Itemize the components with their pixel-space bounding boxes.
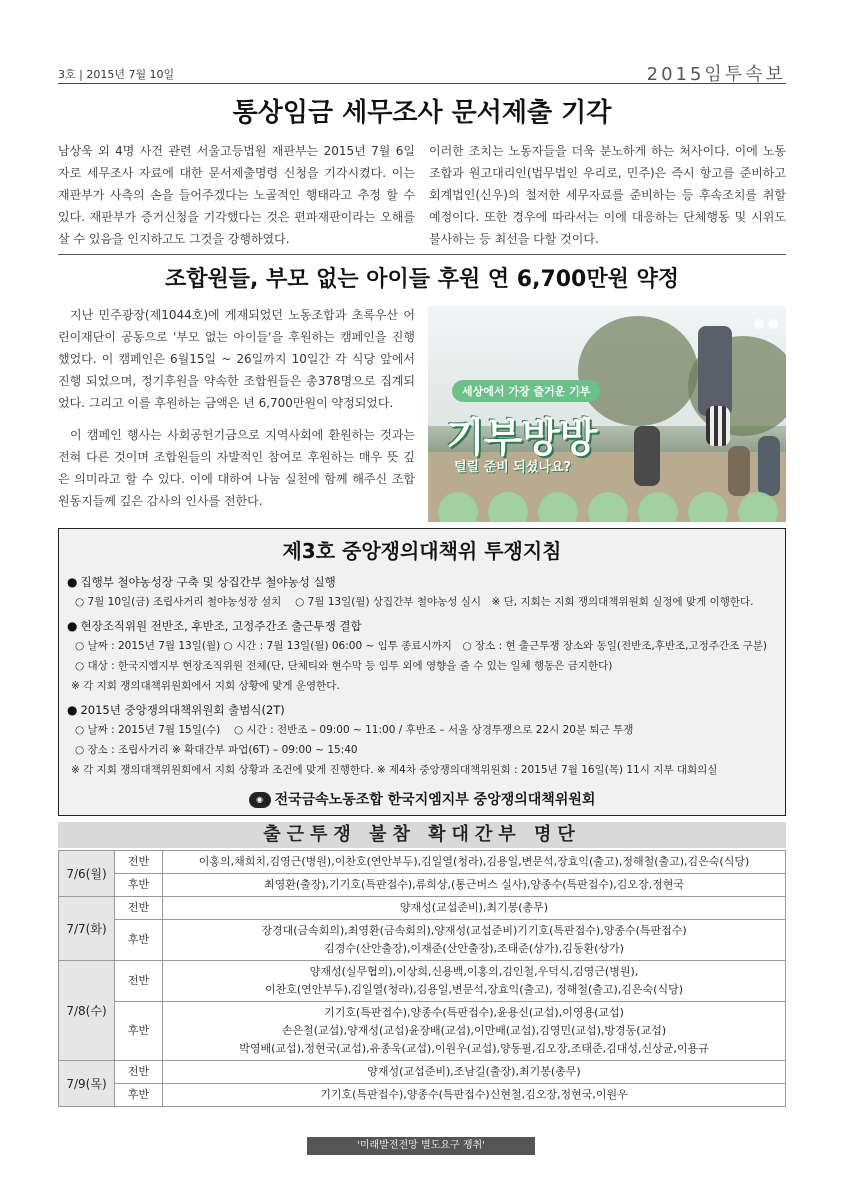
signature-text: 전국금속노동조합 한국지엠지부 중앙쟁의대책위원회 [274, 792, 596, 808]
roster-shift: 후반 [115, 874, 163, 897]
article-body-support [58, 304, 415, 522]
article-body-tax [58, 140, 786, 250]
article-title-tax: 통상임금 세무조사 문서제출 기각 [232, 98, 612, 128]
roster-shift: 후반 [115, 1084, 163, 1107]
roster-names: 양재성(실무협의),이상희,신용백,이홍의,김인철,우덕식,김영근(병원), 이찬호(연안부두),김일열(청라),김용일,변문석,장효익(출고), 정해철(출고),김은숙(식당) [163, 961, 786, 1002]
table-row [59, 851, 786, 874]
roster-names: 기기호(특판접수),양종수(특판접수)신현철,김오장,정현국,이원우 [163, 1084, 786, 1107]
section-heading: 2015년 중앙쟁의대책위원회 출범식(2T) [80, 703, 285, 717]
bullet-icon: ● [67, 703, 78, 717]
carousel-dots [750, 314, 778, 333]
table-row [59, 1061, 786, 1084]
roster-names: 양재성(교섭준비),조남길(출장),최기봉(총무) [163, 1061, 786, 1084]
campaign-subtitle: 털릴 준비 되셨나요? [454, 460, 572, 475]
roster-shift: 전반 [115, 851, 163, 874]
guidelines-signature [59, 789, 785, 809]
roster-day: 7/7(화) [59, 897, 115, 961]
guidelines-box [58, 528, 786, 816]
roster-names: 이홍의,채희치,김영근(병원),이찬호(연안부두),김일열(청라),김용일,변문석,장효익(출고),정해철(출고),김은숙(식당) [163, 851, 786, 874]
table-row [59, 961, 786, 1002]
table-row [59, 897, 786, 920]
section-note: ※ 각 지회 쟁의대책위원회에서 지회 상황과 조건에 맞게 진행한다. ※ 제4차 중앙쟁의대책위원회 : 2015년 7월 16일(목) 11시 지부 대회의실 [71, 764, 718, 776]
jumping-person [698, 326, 732, 416]
roster-day: 7/9(목) [59, 1061, 115, 1107]
roster-day: 7/8(수) [59, 961, 115, 1061]
union-logo-icon: ◉ [249, 792, 271, 808]
roster-names: 양재성(교섭준비),최기봉(총무) [163, 897, 786, 920]
section-heading: 현장조직위원 전반조, 후반조, 고정주간조 출근투쟁 결합 [80, 619, 362, 633]
section-note: ※ 각 지회 쟁의대책위원회에서 지회 상황에 맞게 운영한다. [71, 680, 340, 692]
striped-pants [706, 406, 730, 446]
article-col-left: 남상욱 외 4명 사건 관련 서울고등법원 재판부는 2015년 7월 6일 자로 세무조사 자료에 대한 문서제출명령 신청을 기각시켰다. 이는 재판부가 사측의 손을 들어주겠다는 노골적인 행태라고 추정 할 수 있다. 재판부가 증거신청을 기각했다는 것은 편파재판이라는 오해를 살 수 있음을 인지하고도 그것을 강행하였다. [58, 144, 415, 246]
roster-names: 장경대(금속회의),최영환(금속회의),양재성(교섭준비)기기호(특판접수),양종수(특판접수) 김경수(산안출장),이재준(산안출장),조태준(상가),김동환(상가) [163, 920, 786, 961]
roster-shift: 전반 [115, 897, 163, 920]
section-line: ○ 날짜 : 2015년 7월 15일(수) ○ 시간 : 전반조 – 09:00 ~ 11:00 / 후반조 – 서울 상경투쟁으로 22시 20분 퇴근 투쟁 [75, 724, 634, 736]
campaign-photo [428, 306, 786, 522]
paragraph: 지난 민주광장(제1044호)에 게재되었던 노동조합과 초록우산 어린이재단이 공동으로 '부모 없는 아이들'을 후원하는 캠페인을 진행했었다. 이 캠페인은 6월15일 ~ 26일까지 10일간 각 식당 앞에서 진행 되었으며, 정기후원을 약속한 조합원들은 총378명으로 집계되었다. 그리고 이를 후원하는 금액은 년 6,700만원이 약정되었다. [58, 308, 415, 410]
section-heading: 집행부 철야농성장 구축 및 상집간부 철야농성 실행 [80, 575, 336, 589]
spectator [758, 436, 780, 496]
roster-shift: 전반 [115, 961, 163, 1002]
article-title-support: 조합원들, 부모 없는 아이들 후원 연 6,700만원 약정 [164, 267, 680, 292]
guideline-section [59, 616, 785, 696]
guideline-section [59, 572, 785, 612]
paper-name: 2015임투속보 [646, 64, 786, 85]
section-line: ○ 장소 : 조립사거리 ※ 확대간부 파업(6T) – 09:00 ~ 15:40 [75, 744, 358, 756]
guidelines-title: 제3호 중앙쟁의대책위 투쟁지침 [282, 539, 562, 563]
roster-title: 출근투쟁 불참 확대간부 명단 [58, 822, 786, 848]
campaign-name: 기부방방 [446, 415, 597, 461]
divider [58, 254, 786, 255]
table-row [59, 874, 786, 897]
article-col-right: 이러한 조치는 노동자들을 더욱 분노하게 하는 처사이다. 이에 노동조합과 원고대리인(법무법인 우리로, 민주)은 즉시 항고를 준비하고 회계법인(신우)의 철저한 세무자료를 준비하는 등 후속조치를 취할 예정이다. 또한 경우에 따라서는 이에 대응하는 단체행동 및 시위도 불사하는 등 최선을 다할 것이다. [429, 144, 786, 246]
footer-slogan: '미래발전전망 별도요구 쟁취' [307, 1137, 535, 1155]
child [634, 426, 660, 486]
bullet-icon: ● [67, 575, 78, 589]
roster-shift: 후반 [115, 1002, 163, 1061]
issue-info: 3호 | 2015년 7월 10일 [58, 68, 175, 81]
roster-shift: 후반 [115, 920, 163, 961]
roster-table [58, 850, 786, 1107]
paragraph: 이 캠페인 행사는 사회공헌기금으로 지역사회에 환원하는 것과는 전혀 다른 것이며 조합원들의 자발적인 참여로 후원하는 매우 뜻 깊은 의미라고 할 수 있다. 이에 대하여 나눔 실천에 함께 해주신 조합원동지들께 깊은 감사의 인사를 전한다. [58, 428, 415, 508]
guideline-section [59, 700, 785, 780]
section-line: ○ 7월 10일(금) 조립사거리 철야농성장 설치 ○ 7월 13일(월) 상집간부 철야농성 실시 ※ 단, 지회는 지회 쟁의대책위원회 실정에 맞게 이행한다. [75, 596, 754, 608]
section-line: ○ 날짜 : 2015년 7월 13일(월) ○ 시간 : 7월 13일(월) 06:00 ~ 임투 종료시까지 ○ 장소 : 현 출근투쟁 장소와 동일(전반조,후반조,고정주간조 구분) [75, 640, 767, 652]
campaign-tagline: 세상에서 가장 즐거운 기부 [452, 380, 600, 402]
roster-names: 최영환(출장),기기호(특판접수),류희상,(통근버스 실사),양종수(특판접수),김오장,정현국 [163, 874, 786, 897]
table-row [59, 1002, 786, 1061]
table-row [59, 1084, 786, 1107]
page-header [58, 60, 786, 84]
section-line: ○ 대상 : 한국지엠지부 현장조직위원 전체(단, 단체티와 현수막 등 임투 외에 영향을 줄 수 있는 일체 행동은 금지한다) [75, 660, 613, 672]
table-row [59, 920, 786, 961]
roster-names: 기기호(특판접수),양종수(특판접수),윤용신(교섭),이영용(교섭) 손은철(교섭),양재성(교섭)윤장배(교섭),이만배(교섭),김영민(교섭),방경동(교섭) 박영배(교섭),정현국(교섭),유종욱(교섭),이원우(교섭),양동필,김오장,조태준,김대성,신상균,이용규 [163, 1002, 786, 1061]
bullet-icon: ● [67, 619, 78, 633]
roster-day: 7/6(월) [59, 851, 115, 897]
spectator [728, 446, 750, 496]
roster-shift: 전반 [115, 1061, 163, 1084]
